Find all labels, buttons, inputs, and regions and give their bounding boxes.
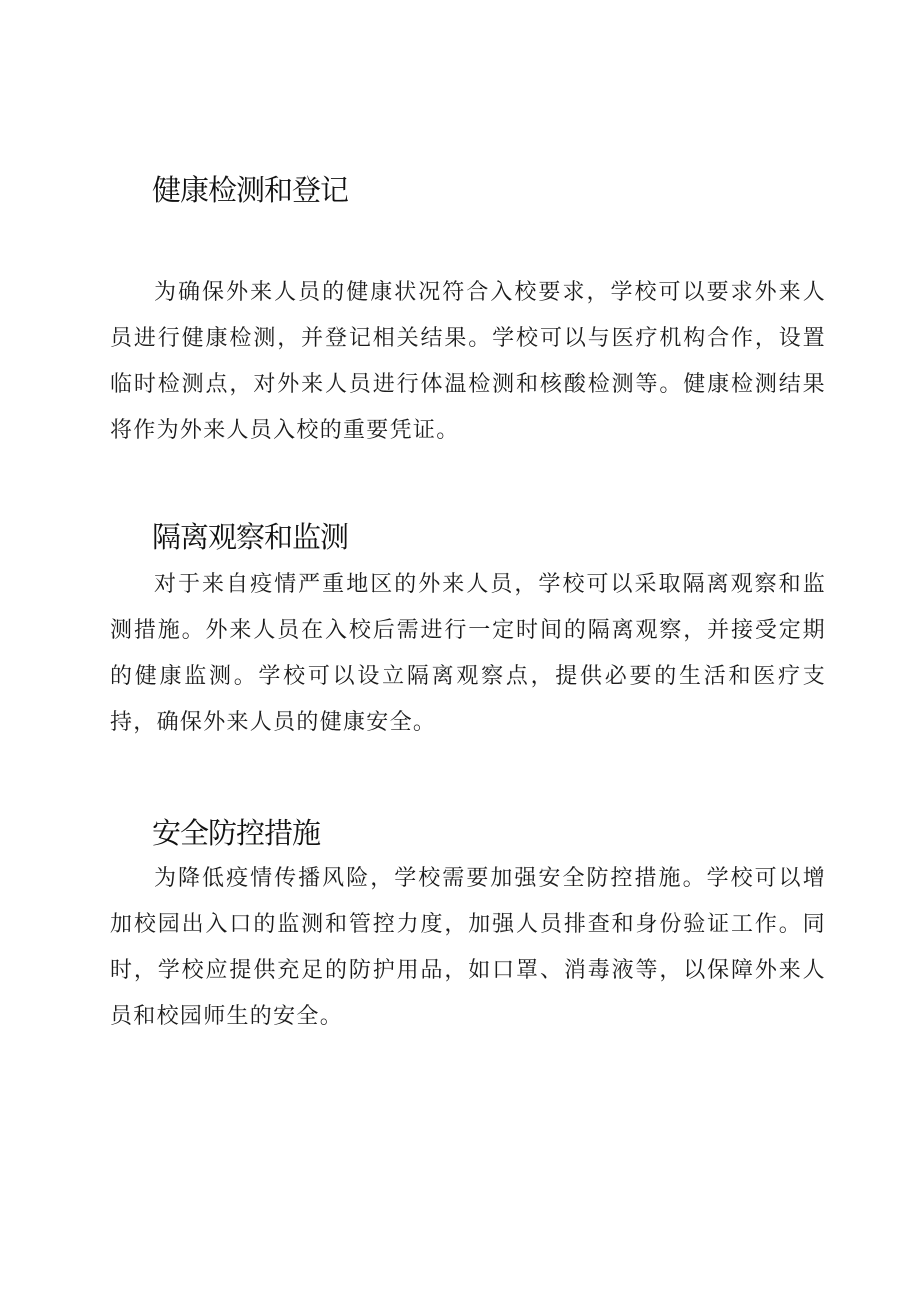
section-body-safety: 为降低疫情传播风险，学校需要加强安全防控措施。学校可以增加校园出入口的监测和管控力度，加强人员排查和身份验证工作。同时，学校应提供充足的防护用品，如口罩、消毒液等，以保障外来人员和校园师生的安全。 (110, 866, 826, 1029)
section-heading-isolation: 隔离观察和监测 (152, 520, 349, 554)
section-body-isolation: 对于来自疫情严重地区的外来人员，学校可以采取隔离观察和监测措施。外来人员在入校后需进行一定时间的隔离观察，并接受定期的健康监测。学校可以设立隔离观察点，提供必要的生活和医疗支持，确保外来人员的健康安全。 (110, 572, 826, 735)
section-heading-health-check: 健康检测和登记 (152, 173, 349, 207)
section-body-health-check: 为确保外来人员的健康状况符合入校要求，学校可以要求外来人员进行健康检测，并登记相关结果。学校可以与医疗机构合作，设置临时检测点，对外来人员进行体温检测和核酸检测等。健康检测结果将作为外来人员入校的重要凭证。 (110, 280, 826, 443)
section-heading-safety: 安全防控措施 (152, 816, 321, 850)
